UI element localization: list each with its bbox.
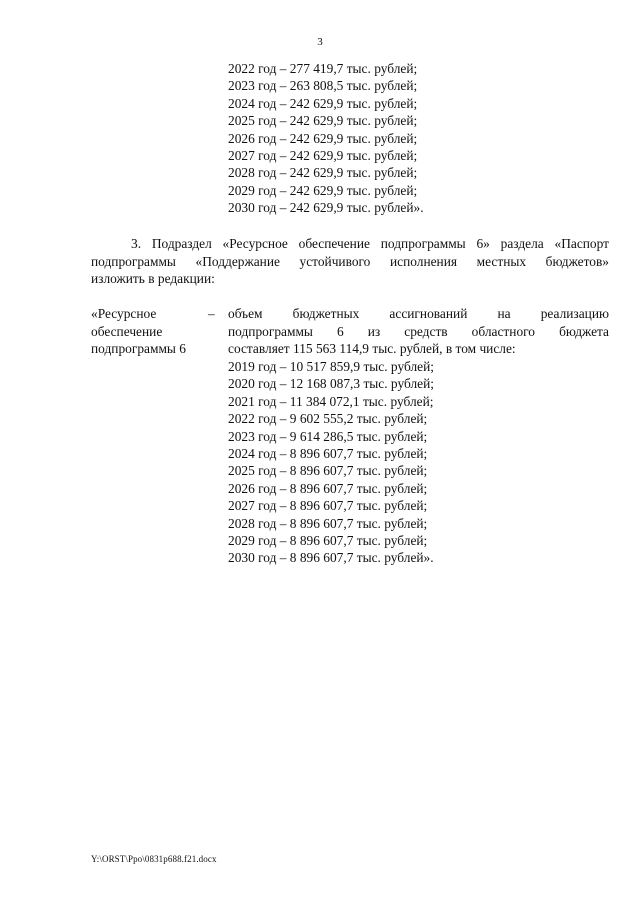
- year-line: 2028 год – 8 896 607,7 тыс. рублей;: [228, 515, 428, 531]
- page-number: 3: [317, 36, 323, 48]
- year-line: 2025 год – 8 896 607,7 тыс. рублей;: [228, 463, 428, 479]
- footer-file-path: Y:\ORST\Ppo\0831p688.f21.docx: [91, 854, 217, 864]
- description-line: объем бюджетных ассигнований на реализацию: [228, 306, 609, 321]
- year-line: 2030 год – 242 629,9 тыс. рублей».: [228, 200, 424, 216]
- year-line: 2020 год – 12 168 087,3 тыс. рублей;: [228, 376, 434, 392]
- year-line: 2024 год – 8 896 607,7 тыс. рублей;: [228, 445, 428, 461]
- paragraph-line: изложить в редакции:: [91, 271, 215, 287]
- year-line: 2030 год – 8 896 607,7 тыс. рублей».: [228, 550, 434, 566]
- label-line: «Ресурсное: [91, 306, 157, 321]
- year-line: 2022 год – 277 419,7 тыс. рублей;: [228, 61, 418, 76]
- year-line: 2023 год – 263 808,5 тыс. рублей;: [228, 78, 418, 94]
- year-line: 2028 год – 242 629,9 тыс. рублей;: [228, 165, 418, 181]
- funding-by-year-list-2: [228, 358, 434, 567]
- year-line: 2029 год – 8 896 607,7 тыс. рублей;: [228, 532, 428, 548]
- resource-label: [91, 305, 211, 358]
- year-line: 2023 год – 9 614 286,5 тыс. рублей;: [228, 428, 428, 444]
- year-line: 2027 год – 8 896 607,7 тыс. рублей;: [228, 498, 428, 514]
- year-line: 2019 год – 10 517 859,9 тыс. рублей;: [228, 359, 434, 374]
- label-dash: –: [208, 306, 215, 321]
- funding-by-year-list-1: [228, 60, 424, 217]
- paragraph-line: 3. Подраздел «Ресурсное обеспечение подпрограммы 6» раздела «Паспорт: [131, 236, 609, 251]
- description-line: составляет 115 563 114,9 тыс. рублей, в том числе:: [228, 341, 516, 356]
- label-line: подпрограммы 6: [91, 341, 186, 356]
- label-line: обеспечение: [91, 323, 163, 339]
- year-line: 2029 год – 242 629,9 тыс. рублей;: [228, 182, 418, 198]
- year-line: 2027 год – 242 629,9 тыс. рублей;: [228, 147, 418, 163]
- resource-description: [228, 305, 609, 358]
- year-line: 2024 год – 242 629,9 тыс. рублей;: [228, 95, 418, 111]
- paragraph-line: подпрограммы «Поддержание устойчивого исполнения местных бюджетов»: [91, 253, 609, 269]
- amendment-paragraph-3: [91, 235, 609, 288]
- year-line: 2026 год – 242 629,9 тыс. рублей;: [228, 130, 418, 146]
- year-line: 2025 год – 242 629,9 тыс. рублей;: [228, 113, 418, 129]
- year-line: 2022 год – 9 602 555,2 тыс. рублей;: [228, 411, 428, 427]
- year-line: 2026 год – 8 896 607,7 тыс. рублей;: [228, 480, 428, 496]
- year-line: 2021 год – 11 384 072,1 тыс. рублей;: [228, 393, 434, 409]
- description-line: подпрограммы 6 из средств областного бюджета: [228, 323, 609, 339]
